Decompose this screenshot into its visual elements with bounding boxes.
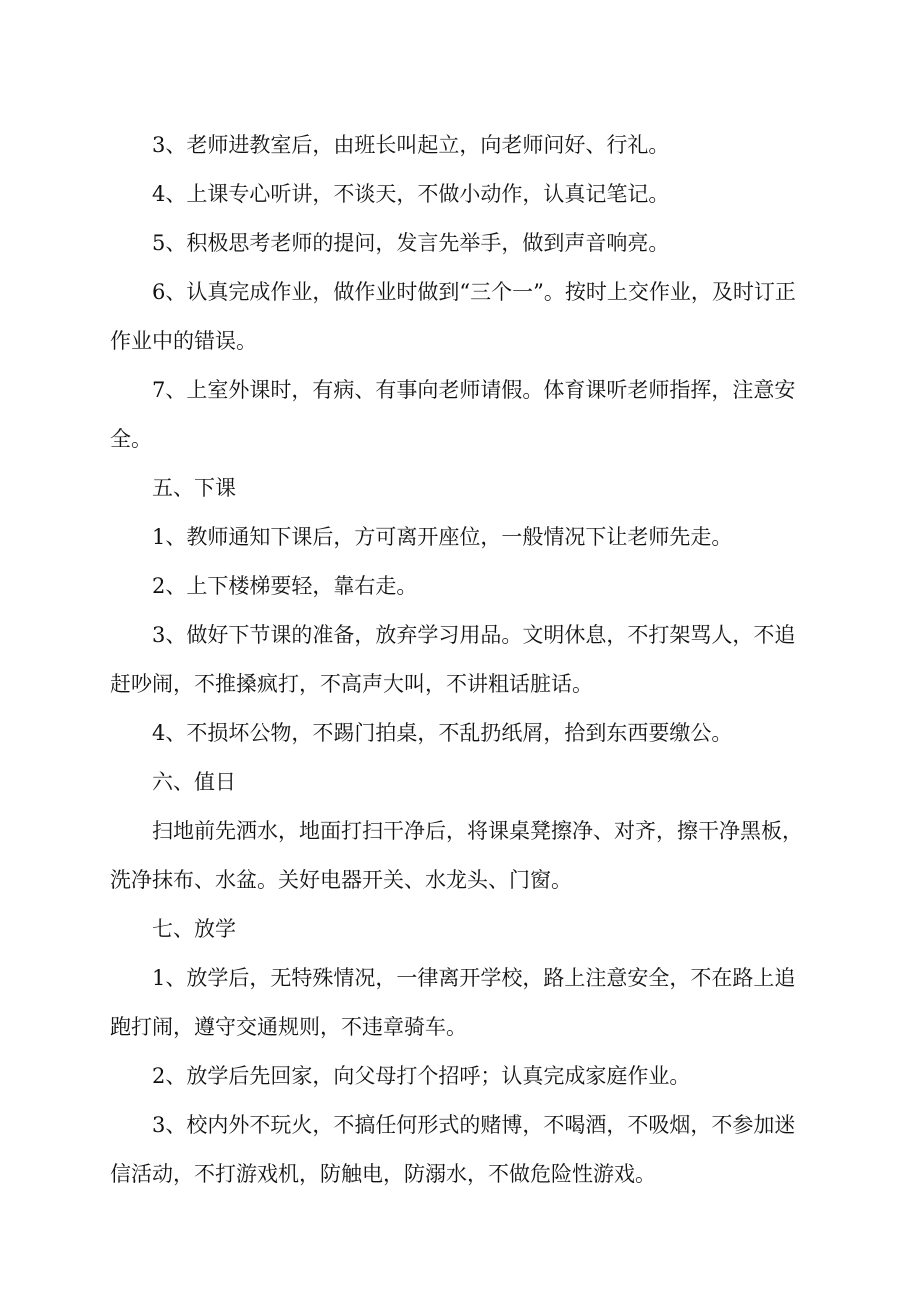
rule-item-3: 3、老师进教室后，由班长叫起立，向老师问好、行礼。 bbox=[152, 133, 670, 157]
after-school-item-3: 3、校内外不玩火，不搞任何形式的赌博，不喝酒，不吸烟，不参加迷信活动，不打游戏机，防触电，防溺水，不做危险性游戏。 bbox=[110, 1113, 796, 1186]
rule-item-7: 7、上室外课时，有病、有事向老师请假。体育课听老师指挥，注意安全。 bbox=[110, 378, 796, 451]
rule-item-5: 5、积极思考老师的提问，发言先举手，做到声音响亮。 bbox=[152, 231, 670, 255]
section-heading-duty: 六、值日 bbox=[152, 770, 236, 794]
rule-item-4: 4、上课专心听讲，不谈天，不做小动作，认真记笔记。 bbox=[152, 182, 670, 206]
dismissal-item-2: 2、上下楼梯要轻，靠右走。 bbox=[152, 574, 418, 598]
rule-item-6: 6、认真完成作业，做作业时做到“三个一”。按时上交作业，及时订正作业中的错误。 bbox=[110, 280, 796, 353]
section-heading-after-school: 七、放学 bbox=[152, 917, 236, 941]
duty-paragraph: 扫地前先洒水，地面打扫干净后，将课桌凳擦净、对齐，擦干净黑板，洗净抹布、水盆。关好电器开关、水龙头、门窗。 bbox=[110, 819, 803, 892]
section-heading-class-dismissal: 五、下课 bbox=[152, 476, 236, 500]
dismissal-item-4: 4、不损坏公物，不踢门拍桌，不乱扔纸屑，拾到东西要缴公。 bbox=[152, 721, 733, 745]
after-school-item-1: 1、放学后，无特殊情况，一律离开学校，路上注意安全，不在路上追跑打闹，遵守交通规则，不违章骑车。 bbox=[110, 966, 796, 1039]
after-school-item-2: 2、放学后先回家，向父母打个招呼；认真完成家庭作业。 bbox=[152, 1064, 691, 1088]
dismissal-item-3: 3、做好下节课的准备，放弃学习用品。文明休息，不打架骂人，不追赶吵闹，不推搡疯打，不高声大叫，不讲粗话脏话。 bbox=[110, 623, 796, 696]
dismissal-item-1: 1、教师通知下课后，方可离开座位，一般情况下让老师先走。 bbox=[152, 525, 733, 549]
